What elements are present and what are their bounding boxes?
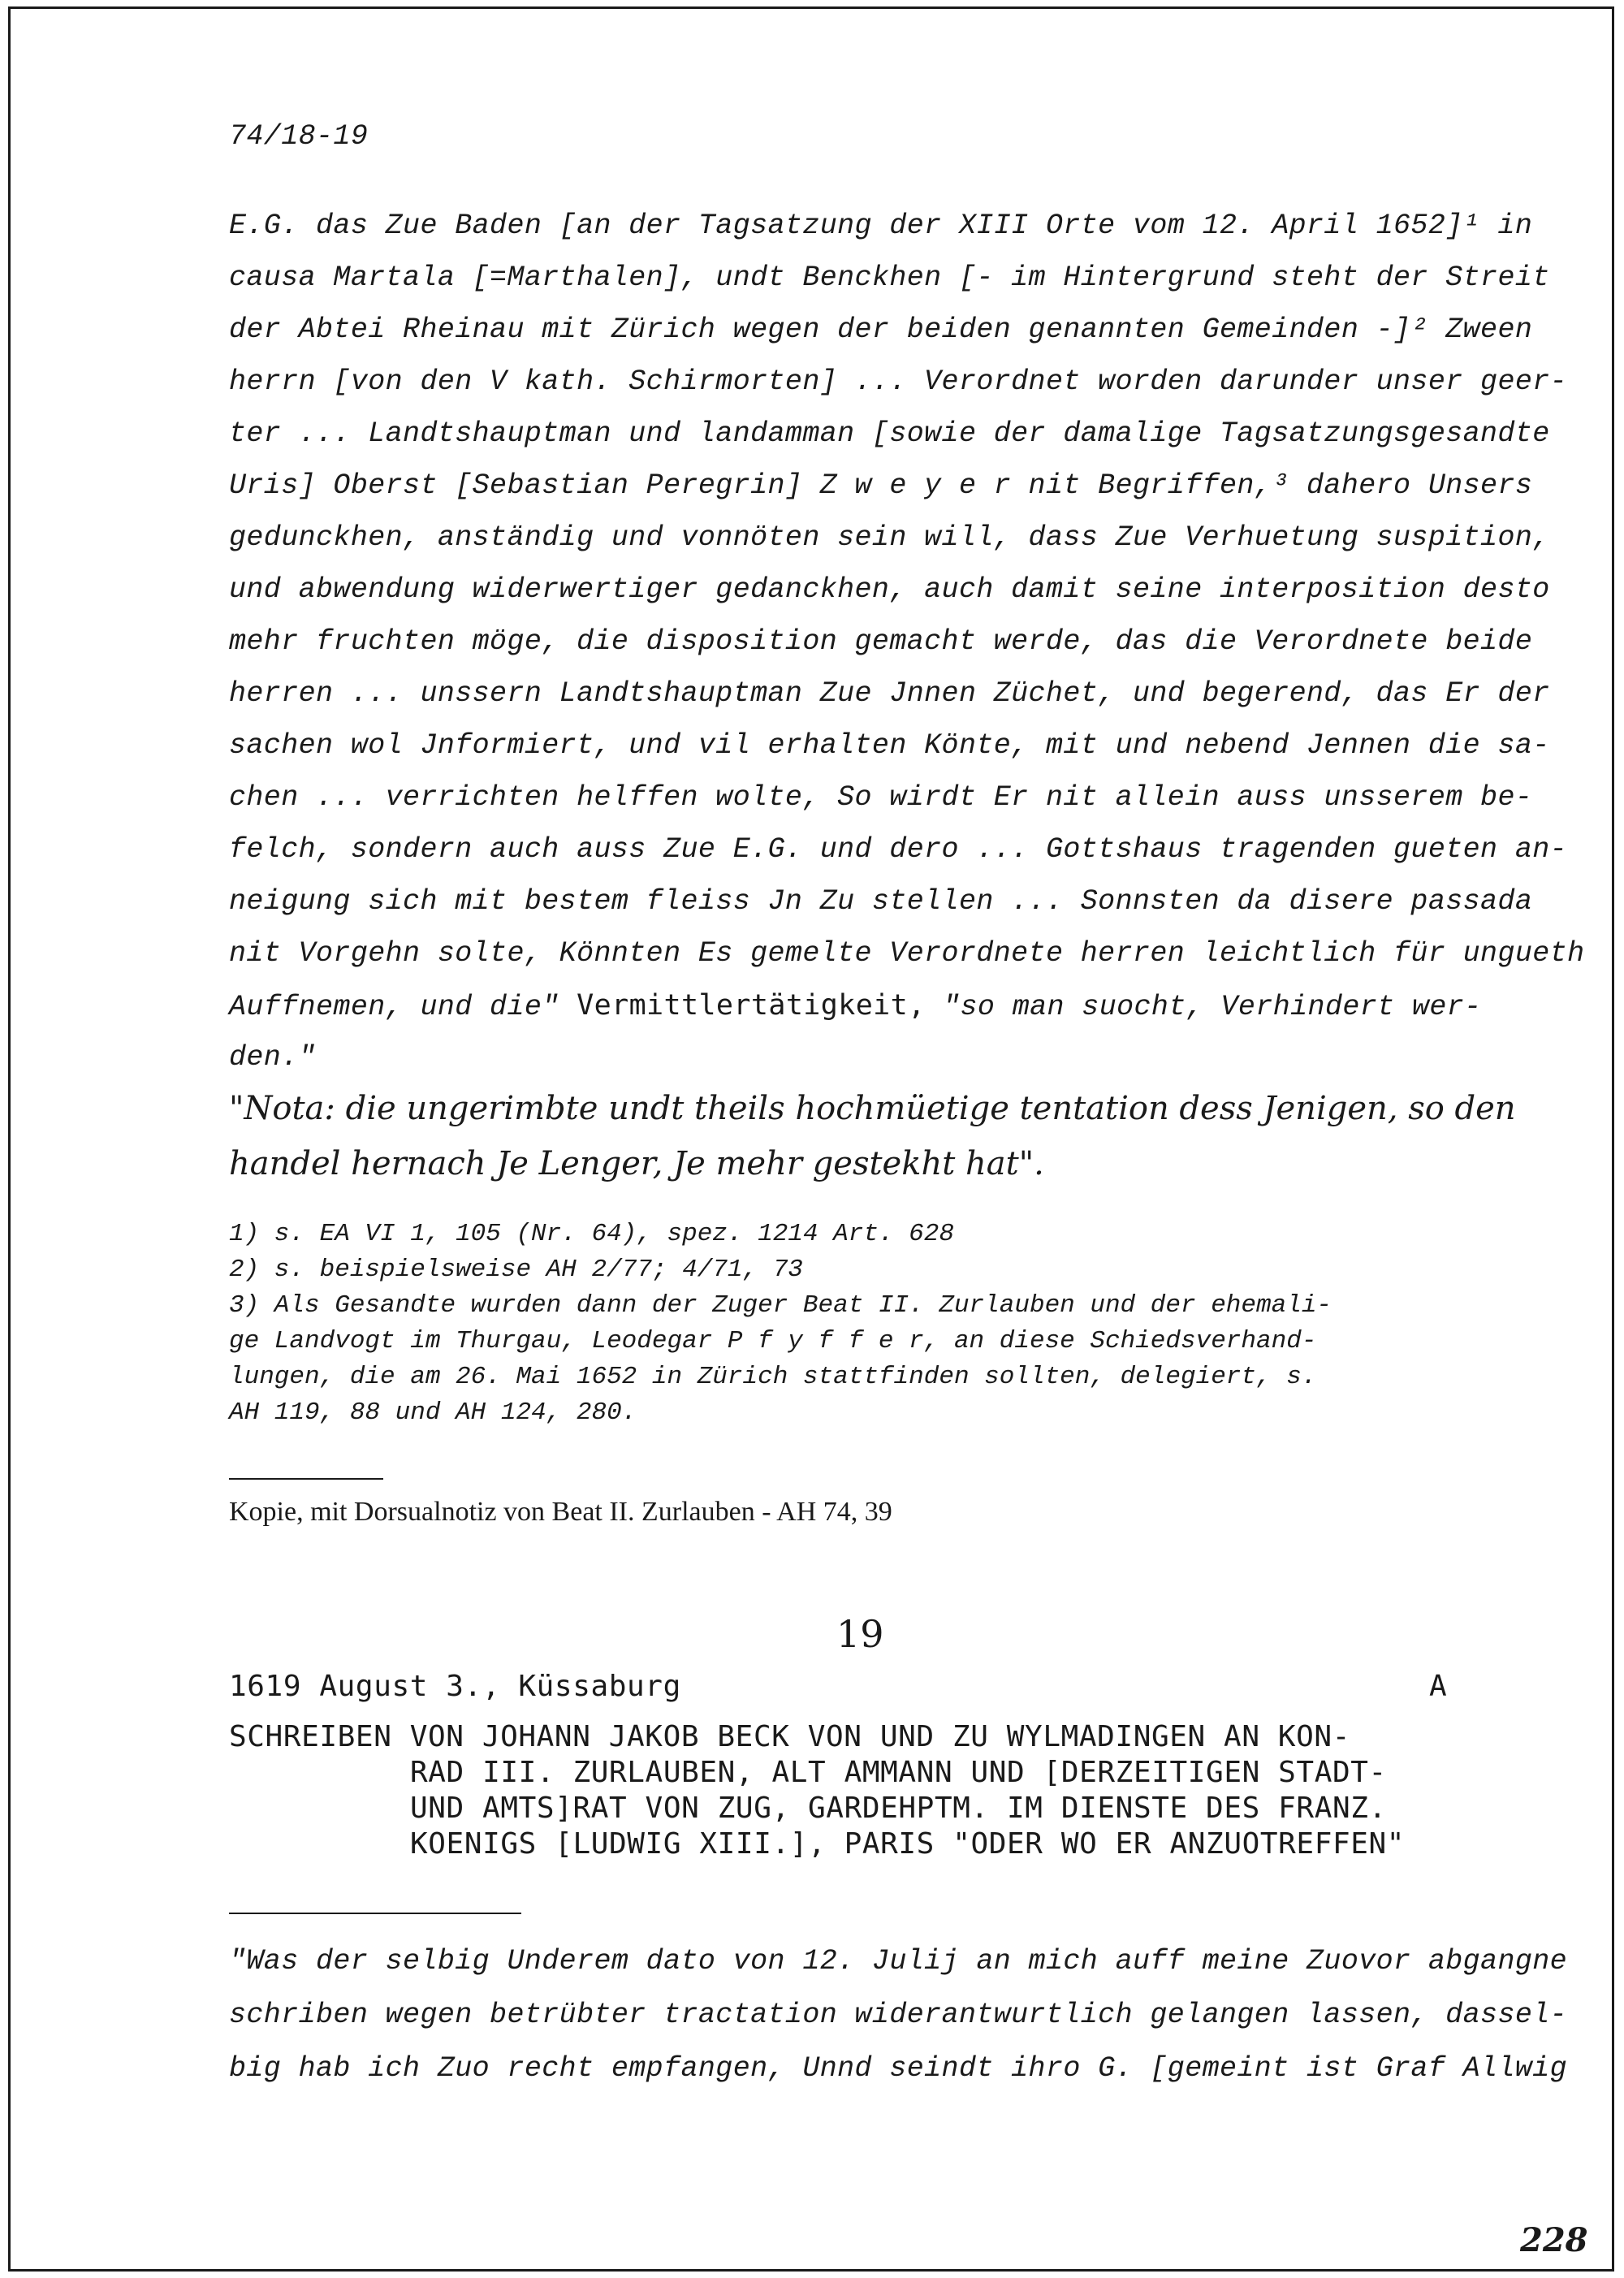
body-line: neigung sich mit bestem fleiss Jn Zu stellen ... Sonnsten da disere passada — [229, 885, 1533, 918]
body-line: chen ... verrichten helffen wolte, So wirdt Er nit allein auss unsserem be- — [229, 781, 1533, 814]
footnote-1: 1) s. EA VI 1, 105 (Nr. 64), spez. 1214 Art. 628 — [229, 1220, 954, 1248]
body-line: herren ... unssern Landtshauptman Zue Jnnen Züchet, und begerend, das Er der — [229, 677, 1550, 710]
mixed-part-3: "so man suocht, Verhindert wer- — [943, 991, 1482, 1023]
footnote-3-cont: AH 119, 88 und AH 124, 280. — [229, 1398, 637, 1427]
document-date: 1619 August 3., Küssaburg — [229, 1670, 681, 1703]
title-line: SCHREIBEN VON JOHANN JAKOB BECK VON UND ZU WYLMADINGEN AN KON- — [229, 1720, 1350, 1753]
header-ref: 74/18-19 — [229, 120, 369, 153]
document-class: A — [1429, 1670, 1448, 1703]
body-line: der Abtei Rheinau mit Zürich wegen der beiden genannten Gemeinden -]² Zween — [229, 313, 1533, 346]
body-line: gedunckhen, anständig und vonnöten sein will, dass Zue Verhuetung suspition, — [229, 521, 1550, 554]
body-end-line: den." — [229, 1041, 317, 1074]
title-line: UND AMTS]RAT VON ZUG, GARDEHPTM. IM DIENSTE DES FRANZ. — [410, 1792, 1387, 1825]
nota-line: handel hernach Je Lenger, Je mehr gestekht hat". — [229, 1145, 1044, 1182]
page-frame — [8, 6, 1614, 2272]
body-line: felch, sondern auch auss Zue E.G. und dero ... Gottshaus tragenden gueten an- — [229, 833, 1568, 866]
body-line: causa Martala [=Marthalen], undt Benckhen [- im Hintergrund steht der Streit — [229, 262, 1550, 294]
nota-line: "Nota: die ungerimbte undt theils hochmüetige tentation dess Jenigen, so den — [229, 1090, 1516, 1127]
body-line: herrn [von den V kath. Schirmorten] ... Verordnet worden darunder unser geer- — [229, 365, 1568, 398]
body-line: und abwendung widerwertiger gedanckhen, auch damit seine interposition desto — [229, 573, 1550, 606]
body-line: nit Vorgehn solte, Könnten Es gemelte Verordnete herren leichtlich für ungueth — [229, 937, 1585, 970]
separator-rule — [229, 1478, 383, 1480]
footnote-2: 2) s. beispielsweise AH 2/77; 4/71, 73 — [229, 1256, 803, 1284]
mixed-part-1: Auffnemen, und die" — [229, 991, 559, 1023]
source-note: Kopie, mit Dorsualnotiz von Beat II. Zurlauben - AH 74, 39 — [229, 1497, 892, 1527]
letter-line: schriben wegen betrübter tractation widerantwurtlich gelangen lassen, dassel- — [229, 1999, 1568, 2031]
footnote-3-cont: lungen, die am 26. Mai 1652 in Zürich stattfinden sollten, delegiert, s. — [229, 1363, 1317, 1391]
letter-line: big hab ich Zuo recht empfangen, Unnd seindt ihro G. [gemeint ist Graf Allwig — [229, 2052, 1568, 2085]
body-line: Uris] Oberst [Sebastian Peregrin] Z w e y e r nit Begriffen,³ dahero Unsers — [229, 469, 1533, 502]
footnote-3: 3) Als Gesandte wurden dann der Zuger Beat II. Zurlauben und der ehemali- — [229, 1291, 1332, 1320]
body-line: ter ... Landtshauptman und landamman [sowie der damalige Tagsatzungsgesandte — [229, 417, 1550, 450]
title-line: KOENIGS [LUDWIG XIII.], PARIS "ODER WO ER ANZUOTREFFEN" — [410, 1827, 1406, 1861]
mixed-part-2: Vermittlertätigkeit, — [577, 989, 926, 1022]
separator-rule — [229, 1913, 521, 1914]
folio-number: 228 — [1520, 2221, 1588, 2259]
body-line: sachen wol Jnformiert, und vil erhalten Könte, mit und nebend Jennen die sa- — [229, 729, 1550, 762]
title-line: RAD III. ZURLAUBEN, ALT AMMANN UND [DERZEITIGEN STADT- — [410, 1756, 1387, 1789]
document-number: 19 — [836, 1612, 884, 1656]
body-mixed-line — [229, 989, 1482, 1023]
body-line: E.G. das Zue Baden [an der Tagsatzung der XIII Orte vom 12. April 1652]¹ in — [229, 210, 1533, 242]
footnote-3-cont: ge Landvogt im Thurgau, Leodegar P f y f f e r, an diese Schiedsverhand- — [229, 1327, 1317, 1355]
letter-line: "Was der selbig Underem dato von 12. Julij an mich auff meine Zuovor abgangne — [229, 1945, 1568, 1978]
body-line: mehr fruchten möge, die disposition gemacht werde, das die Verordnete beide — [229, 625, 1533, 658]
